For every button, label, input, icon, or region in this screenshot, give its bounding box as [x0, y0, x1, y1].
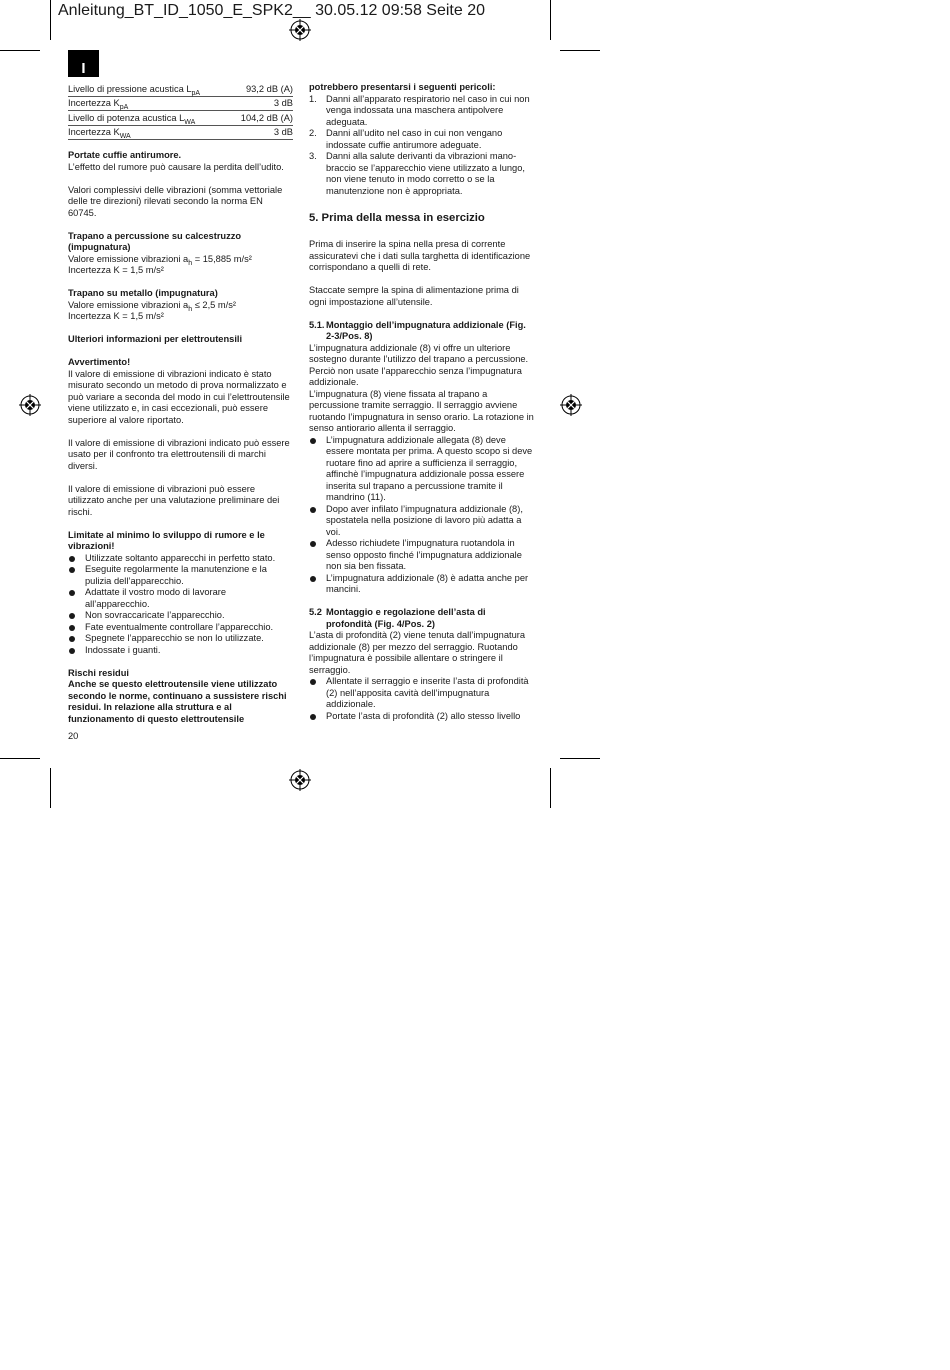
- subsection-text: L’impugnatura addizionale (8) vi offre un ulteriore sostegno durante l’utilizzo del trapano a percussione. Perciò non usate l’apparecchio senza l’impugnatura addizionale.: [309, 342, 529, 387]
- residual-risks-text: Anche se questo elettroutensile viene utilizzato secondo le norme, continuano a sussistere rischi residui. In relazione alla struttura e al funzionamento di questo elettroutensile: [68, 679, 287, 724]
- registration-mark-icon: [289, 19, 311, 41]
- warning-title: Avvertimento!: [68, 357, 131, 367]
- file-header: Anleitung_BT_ID_1050_E_SPK2__ 30.05.12 09:58 Seite 20: [58, 2, 485, 19]
- spec-value: 104,2 dB (A): [229, 111, 293, 126]
- list-item: L’impugnatura addizionale allegata (8) deve essere montata per prima. A questo scopo si deve ruotare fino ad aprire a sufficienza il serraggio, affinchè l’impugnatura addizionale possa essere inserita sul trapano a percussione tramite il mandrino (11).: [309, 435, 534, 504]
- subsection-title-5-1: 5.1. Montaggio dell’impugnatura addizionale (Fig. 2-3/Pos. 8): [309, 319, 526, 341]
- grip-steps-list: [309, 435, 534, 596]
- warning-text-2: Il valore di emissione di vibrazioni indicato può essere usato per il confronto tra elettroutensili di marchi diversi.: [68, 437, 290, 471]
- crop-mark: [560, 50, 600, 51]
- concrete-vibration-value: Valore emissione vibrazioni $a_h = 15,885$ m/s²: [68, 253, 252, 267]
- list-item: Indossate i guanti.: [68, 645, 293, 657]
- spec-label: Livello di pressione acustica $L_{pA}$: [68, 82, 229, 96]
- dangers-intro: potrebbero presentarsi i seguenti pericoli:: [309, 82, 496, 92]
- spec-value: 93,2 dB (A): [229, 82, 293, 96]
- registration-mark-icon: [19, 394, 41, 416]
- metal-uncertainty: Incertezza K = 1,5 m/s²: [68, 311, 164, 321]
- registration-mark-icon: [560, 394, 582, 416]
- list-item: Allentate il serraggio e inserite l’asta di profondità (2) nell’apposita cavità dell’impugnatura addizionale.: [309, 676, 534, 711]
- section-intro: Prima di inserire la spina nella presa di corrente assicuratevi che i dati sulla targhetta di identificazione corrispondano a quelli di rete.: [309, 239, 531, 272]
- list-item: Fate eventualmente controllare l’apparecchio.: [68, 622, 293, 634]
- crop-mark: [50, 0, 51, 40]
- noise-spec-table: [68, 82, 293, 140]
- list-item: 2. Danni all’udito nel caso in cui non vengano indossate cuffie antirumore adeguate.: [309, 128, 503, 150]
- metal-title: Trapano su metallo (impugnatura): [68, 288, 218, 298]
- spec-value: 3 dB: [229, 125, 293, 140]
- warning-text-3: Il valore di emissione di vibrazioni può essere utilizzato anche per una valutazione preliminare dei rischi.: [68, 483, 280, 517]
- registration-mark-icon: [289, 769, 311, 791]
- subsection-title-5-2: 5.2 Montaggio e regolazione dell’asta di profondità (Fig. 4/Pos. 2): [309, 607, 486, 629]
- list-item: Eseguite regolarmente la manutenzione e la pulizia dell’apparecchio.: [68, 564, 293, 587]
- crop-mark: [550, 768, 551, 808]
- table-row: [68, 82, 293, 96]
- limit-title: Limitate al minimo lo sviluppo di rumore e le vibrazioni!: [68, 529, 265, 551]
- list-item: L’impugnatura addizionale (8) è adatta anche per mancini.: [309, 573, 534, 596]
- residual-risks-title: Rischi residui: [68, 667, 129, 678]
- concrete-title: Trapano a percussione su calcestruzzo (impugnatura): [68, 230, 242, 252]
- language-tab: I: [68, 50, 99, 77]
- dangers-list: [309, 94, 534, 198]
- spec-value: 3 dB: [229, 96, 293, 111]
- list-item: Dopo aver infilato l’impugnatura addizionale (8), spostatela nella posizione di lavoro più adatta a voi.: [309, 504, 534, 539]
- crop-mark: [560, 758, 600, 759]
- depth-rod-steps-list: [309, 676, 534, 722]
- vibration-intro: Valori complessivi delle vibrazioni (somma vettoriale delle tre direzioni) rilevati secondo la norma EN 60745.: [68, 184, 283, 218]
- limit-list: [68, 553, 293, 657]
- spec-label: Livello di potenza acustica $L_{WA}$: [68, 111, 229, 126]
- crop-mark: [50, 768, 51, 808]
- crop-mark: [0, 758, 40, 759]
- list-item: Adattate il vostro modo di lavorare all’apparecchio.: [68, 587, 293, 610]
- section-title: 5. Prima della messa in esercizio: [309, 212, 485, 224]
- spec-label: Incertezza $K_{pA}$: [68, 96, 229, 111]
- list-item: Adesso richiudete l’impugnatura ruotandola in senso opposto finché l’impugnatura addizionale non sia ben fissata.: [309, 538, 534, 573]
- list-item: 1. Danni all’apparato respiratorio nel caso in cui non venga indossata una maschera antipolvere adeguata.: [309, 93, 530, 127]
- more-info-title: Ulteriori informazioni per elettroutensili: [68, 334, 243, 344]
- spec-label: Incertezza $K_{WA}$: [68, 125, 229, 140]
- list-item: Utilizzate soltanto apparecchi in perfetto stato.: [68, 553, 293, 565]
- concrete-uncertainty: Incertezza K = 1,5 m/s²: [68, 265, 164, 275]
- crop-mark: [550, 0, 551, 40]
- page-number: 20: [68, 731, 79, 741]
- ear-protection-text: L’effetto del rumore può causare la perdita dell’udito.: [68, 161, 284, 172]
- list-item: Spegnete l’apparecchio se non lo utilizzate.: [68, 633, 293, 645]
- table-row: [68, 111, 293, 126]
- subsection-text: L’asta di profondità (2) viene tenuta dall’impugnatura addizionale (8) per mezzo del serraggio. Ruotando l’impugnatura è possibile allentare o stringere il serraggio.: [309, 630, 526, 675]
- metal-vibration-value: Valore emissione vibrazioni $a_h \le 2,5$ m/s²: [68, 299, 236, 313]
- list-item: Non sovraccaricate l’apparecchio.: [68, 610, 293, 622]
- left-column: [68, 82, 293, 725]
- section-intro-2: Staccate sempre la spina di alimentazione prima di ogni impostazione all’utensile.: [309, 285, 519, 307]
- warning-text: Il valore di emissione di vibrazioni indicato è stato misurato secondo un metodo di prova normalizzato e può variare a seconda del modo in cui l’elettroutensile viene utilizzato e, in casi eccezionali, può essere superiore al valore riportato.: [68, 368, 290, 425]
- right-column: [309, 82, 534, 722]
- table-row: [68, 96, 293, 111]
- ear-protection-title: Portate cuffie antirumore.: [68, 150, 182, 160]
- crop-mark: [0, 50, 40, 51]
- list-item: Portate l’asta di profondità (2) allo stesso livello: [309, 711, 534, 723]
- list-item: 3. Danni alla salute derivanti da vibrazioni mano-braccio se l’apparecchio viene utilizzato a lungo, non viene tenuto in modo corretto o se la manutenzione non è appropriata.: [309, 151, 525, 196]
- table-row: [68, 125, 293, 140]
- subsection-text: L’impugnatura (8) viene fissata al trapano a percussione tramite serraggio. Il serraggio avviene ruotando l’impugnatura in senso orario. La rotazione in senso antiorario allenta il serraggio.: [309, 388, 534, 433]
